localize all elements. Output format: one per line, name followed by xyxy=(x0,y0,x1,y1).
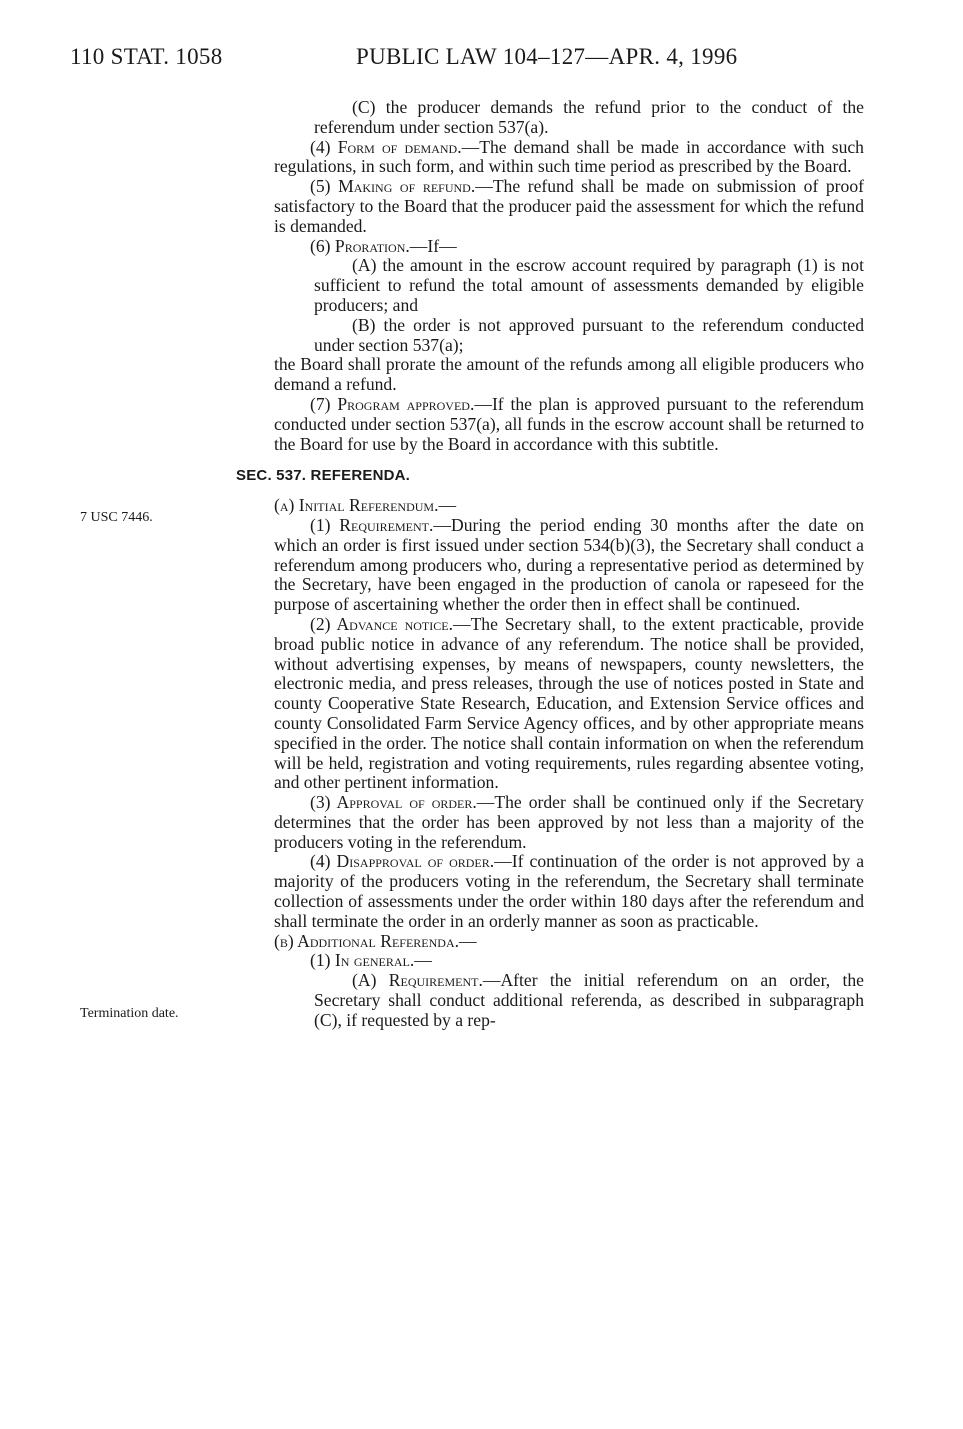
paragraph-disapproval-of-order xyxy=(274,852,864,931)
text-requirement: —During the period ending 30 months after the date on which an order is first issued under section 534(b)(3), the Secretary shall conduct a referendum among producers who, during a representative period as determined by the Secretary, have been engaged in the production of canola or rapeseed for the purpose of ascertaining whether the order then in effect shall be continued. xyxy=(274,514,864,615)
paragraph-making-of-refund xyxy=(274,177,864,236)
statute-page-number: 110 STAT. 1058 xyxy=(70,44,223,69)
text-disapproval-of-order: —If continuation of the order is not approved by a majority of the producers voting in the referendum, the Secretary shall terminate collection of assessments under the order within 180 days after the referendum and shall terminate the order in an orderly manner as soon as practicable. xyxy=(274,851,864,931)
text-program-approved: —If the plan is approved pursuant to the referendum conducted under section 537(a), all funds in the escrow account shall be returned to the Board for use by the Board in accordance with this subtitle. xyxy=(274,393,864,454)
paragraph-proration xyxy=(274,237,864,257)
heading-advance-notice: (2) Advance notice. xyxy=(310,613,453,634)
heading-additional-referenda: (b) Additional Referenda. xyxy=(274,930,460,951)
heading-form-of-demand: (4) Form of demand. xyxy=(310,136,462,157)
heading-initial-referendum: (a) Initial Referendum. xyxy=(274,495,439,516)
paragraph-additional-requirement xyxy=(314,971,864,1030)
paragraph-requirement xyxy=(274,516,864,615)
page-header xyxy=(70,44,870,74)
paragraph-initial-referendum: (a) Initial Referendum.— xyxy=(274,495,457,516)
heading-disapproval-of-order: (4) Disapproval of order. xyxy=(310,851,495,872)
margin-note-usc: 7 USC 7446. xyxy=(80,510,153,525)
text-form-of-demand: —The demand shall be made in accordance with such regulations, in such form, and within such time period as prescribed by the Board. xyxy=(274,136,864,177)
text-advance-notice: —The Secretary shall, to the extent practicable, provide broad public notice in advance of any referendum. The notice shall be provided, without advertising expenses, by means of newspapers, county newsletters, the electronic media, and press releases, through the use of notices posted in State and county Cooperative State Research, Education, and Extension Service offices and county Consolidated Farm Service Agency offices, and by other appropriate means specified in the order. The notice shall contain information on when the referendum will be held, registration and voting requirements, rules regarding absentee voting, and other pertinent information. xyxy=(274,613,864,793)
paragraph-c: (C) the producer demands the refund prior to the conduct of the referendum under section 537(a). xyxy=(314,97,864,137)
heading-proration: (6) Proration. xyxy=(310,235,410,256)
paragraph-proration-b: (B) the order is not approved pursuant to the referendum conducted under section 537(a); xyxy=(314,314,864,355)
heading-additional-requirement: (A) Requirement. xyxy=(352,970,483,991)
paragraph-proration-a: (A) the amount in the escrow account required by paragraph (1) is not sufficient to refund the total amount of assessments demanded by eligible producers; and xyxy=(314,255,864,315)
document-body xyxy=(236,97,864,1031)
paragraph-form-of-demand xyxy=(274,138,864,178)
margin-note-termination: Termination date. xyxy=(80,1006,179,1021)
paragraph-additional-referenda: (b) Additional Referenda.— xyxy=(274,930,477,951)
heading-program-approved: (7) Program approved. xyxy=(310,393,475,414)
section-heading: SEC. 537. REFERENDA. xyxy=(236,467,411,485)
text-proration: —If— xyxy=(409,235,457,256)
paragraph-approval-of-order xyxy=(274,793,864,852)
heading-requirement: (1) Requirement. xyxy=(310,514,434,535)
text-approval-of-order: —The order shall be continued only if the Secretary determines that the order has been approved by not less than a majority of the producers voting in the referendum. xyxy=(274,792,864,852)
text-additional-requirement: —After the initial referendum on an order, the Secretary shall conduct additional referenda, as described in subparagraph (C), if requested by a rep- xyxy=(314,970,864,1030)
heading-approval-of-order: (3) Approval of order. xyxy=(310,792,477,813)
heading-making-of-refund: (5) Making of refund. xyxy=(310,176,476,197)
heading-in-general: (1) In general. xyxy=(310,950,415,971)
paragraph-prorate-clause: the Board shall prorate the amount of the refunds among all eligible producers who demand a refund. xyxy=(274,354,864,395)
public-law-title: PUBLIC LAW 104–127—APR. 4, 1996 xyxy=(356,44,738,69)
paragraph-advance-notice xyxy=(274,615,864,793)
paragraph-in-general: (1) In general.— xyxy=(310,950,432,971)
text-making-of-refund: —The refund shall be made on submission of proof satisfactory to the Board that the producer paid the assessment for which the refund is demanded. xyxy=(274,176,864,236)
paragraph-program-approved xyxy=(274,395,864,454)
